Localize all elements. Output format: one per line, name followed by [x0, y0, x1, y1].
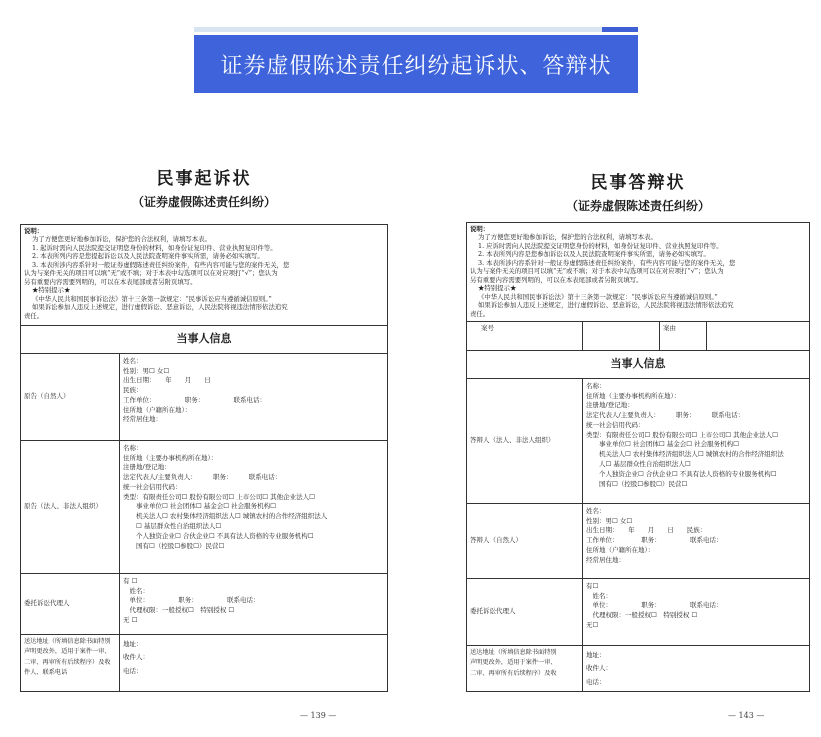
- note-line: 责任。: [24, 311, 44, 320]
- agent-fields[interactable]: [120, 573, 388, 634]
- note-line: 2. 本表所列内容是您提起诉讼以及人民法院查明案件事实所需，请务必如实填写。: [32, 252, 264, 261]
- complaint-form-page: [20, 160, 388, 730]
- answer-title: 民事答辩状: [590, 173, 686, 193]
- employer-field[interactable]: 工作单位： 职务： 联系电话：: [586, 536, 723, 545]
- ownership-options[interactable]: 国有☐（控股☐参股☐）民营☐: [586, 479, 688, 488]
- plaintiff-org-label: 原告（法人、非法人组织）: [21, 440, 120, 573]
- org-type-options[interactable]: 机关法人☐ 农村集体经济组织法人☐ 城镇农村的合作经济组织法: [586, 450, 784, 459]
- address-field[interactable]: 地址：: [123, 639, 143, 648]
- note-line: 认为与案件无关的项目可以填“无”或不填；对于本表中勾选项可以在对应项打“√”；您认为: [24, 269, 278, 278]
- banner-strip-accent: [602, 27, 638, 32]
- defendant-org-fields[interactable]: [583, 378, 810, 503]
- org-address-field[interactable]: 住所地（主要办事机构所在地）：: [123, 453, 218, 462]
- instructions-box: [21, 225, 388, 326]
- answer-subtitle: （证券虚假陈述责任纠纷）: [565, 199, 710, 213]
- org-type-options[interactable]: 类型：有限责任公司☐ 股份有限公司☐ 上市公司☐ 其他企业法人☐: [586, 430, 779, 439]
- agent-authority-options[interactable]: 代理权限：一般授权☐ 特别授权 ☐: [586, 611, 698, 620]
- cause-input[interactable]: [707, 322, 810, 351]
- defendant-org-label: 答辩人（法人、非法人组织）: [467, 378, 583, 503]
- ownership-options[interactable]: 国有☐（控股☐参股☐）民营☐: [123, 541, 225, 550]
- instructions-box: [467, 223, 810, 322]
- banner-title: 证券虚假陈述责任纠纷起诉状、答辩状: [194, 35, 638, 93]
- note-line: 认为与案件无关的项目可以填“无”或不填；对于本表中勾选项可以在对应项打“√”；您认为: [470, 267, 724, 276]
- name-field[interactable]: 姓名：: [586, 506, 606, 515]
- defendant-person-fields[interactable]: [583, 503, 810, 578]
- service-label-line: 二审、再审所有后续程序）及收: [24, 658, 111, 666]
- note-line: 2. 本表所列内容是您参加诉讼以及人民法院查明案件事实所需，请务必如实填写。: [478, 250, 710, 259]
- agent-fields[interactable]: [583, 578, 810, 645]
- service-address-label: [21, 634, 120, 691]
- service-label-line: 声明更改外，适用于案件一审、: [24, 648, 111, 656]
- employer-field[interactable]: 工作单位： 职务： 联系电话：: [123, 395, 266, 404]
- note-line: 3. 本表所涉内容系针对一般证券虚假陈述责任纠纷案件，有些内容可能与您的案件无关，您: [32, 260, 290, 269]
- cause-label: 案由: [660, 322, 707, 351]
- service-address-fields[interactable]: [583, 645, 810, 691]
- plaintiff-org-fields[interactable]: [120, 440, 388, 573]
- complaint-table: [20, 224, 388, 692]
- note-line: 为了方便您更好地参加诉讼，保护您的合法权利，请填写本表。: [478, 233, 657, 242]
- credit-code-field[interactable]: 统一社会信用代码：: [123, 482, 182, 491]
- service-label-line: 送达地址（所填信息除书面特别: [470, 648, 557, 656]
- note-line: 《中华人民共和国民事诉讼法》第十三条第一款规定：“民事诉讼应当遵循诚信原则。”: [478, 292, 718, 301]
- notes-heading: 说明：: [470, 225, 490, 233]
- service-label-line: 件人、联系电话: [24, 669, 68, 677]
- gender-field[interactable]: 性别：男☐ 女☐: [123, 366, 170, 375]
- phone-field[interactable]: 电话：: [123, 666, 143, 675]
- note-line: 为了方便您更好地参加诉讼，保护您的合法权利，请填写本表。: [32, 235, 211, 244]
- agent-name-field[interactable]: 姓名：: [123, 586, 149, 595]
- org-type-options[interactable]: 人☐ 基层群众性自治组织法人☐: [586, 459, 691, 468]
- party-info-heading: 当事人信息: [21, 326, 388, 354]
- note-line: 如果诉讼参加人违反上述规定，进行虚假诉讼、恶意诉讼，人民法院将视违法情形依法追究: [32, 303, 288, 312]
- agent-label: 委托诉讼代理人: [467, 578, 583, 645]
- org-type-options[interactable]: ☐ 基层群众性自治组织法人☐: [123, 521, 222, 530]
- agent-unit-field[interactable]: 单位： 职务： 联系电话：: [123, 596, 260, 605]
- org-type-options[interactable]: 个人独资企业☐ 合伙企业☐ 不具有法人资格的专业服务机构☐: [586, 469, 777, 478]
- org-type-options[interactable]: 类型：有限责任公司☐ 股份有限公司☐ 上市公司☐ 其他企业法人☐: [123, 492, 316, 501]
- page-number: — 143 —: [728, 711, 765, 720]
- domicile-field[interactable]: 住所地（户籍所在地）：: [586, 545, 655, 554]
- page-number: — 139 —: [300, 711, 337, 720]
- credit-code-field[interactable]: 统一社会信用代码：: [586, 420, 645, 429]
- address-field[interactable]: 地址：: [586, 650, 606, 659]
- gender-field[interactable]: 性别：男☐ 女☐: [586, 516, 633, 525]
- org-address-field[interactable]: 住所地（主要办事机构所在地）：: [586, 391, 681, 400]
- agent-authority-options[interactable]: 代理权限：一般授权☐ 特别授权 ☐: [123, 606, 235, 615]
- party-info-heading: 当事人信息: [467, 351, 810, 379]
- birthdate-field[interactable]: 出生日期： 年 月 日: [123, 376, 211, 385]
- note-line: 《中华人民共和国民事诉讼法》第十三条第一款规定：“民事诉讼应当遵循诚信原则。”: [32, 294, 272, 303]
- agent-name-field[interactable]: 姓名：: [586, 591, 612, 600]
- service-label-line: 二审、再审所有后续程序）及收: [470, 669, 557, 677]
- answer-form-page: [466, 160, 810, 730]
- defendant-person-label: 答辩人（自然人）: [467, 503, 583, 578]
- note-line: 另有重要内容需要列明的，可以在本表尾部或者另附页填写。: [470, 275, 643, 284]
- birthdate-field[interactable]: 出生日期： 年 月 日 民族：: [586, 526, 707, 535]
- agent-yes-checkbox[interactable]: 有☐: [586, 581, 599, 590]
- note-line: 1. 应诉时需向人民法院提交证明您身份的材料，如身份证复印件、营业执照复印件等。: [478, 241, 723, 250]
- ethnicity-field[interactable]: 民族：: [123, 386, 143, 395]
- agent-no-checkbox[interactable]: 无☐: [586, 620, 599, 629]
- case-number-input[interactable]: [583, 322, 660, 351]
- service-address-fields[interactable]: [120, 634, 388, 691]
- recipient-field[interactable]: 收件人：: [123, 653, 149, 662]
- org-type-options[interactable]: 事业单位☐ 社会团体☐ 基金会☐ 社会服务机构☐: [586, 440, 740, 449]
- complaint-subtitle: （证券虚假陈述责任纠纷）: [131, 195, 276, 209]
- service-address-label: [467, 645, 583, 691]
- recipient-field[interactable]: 收件人：: [586, 664, 612, 673]
- agent-no-checkbox[interactable]: 无 ☐: [123, 615, 138, 624]
- plaintiff-person-fields[interactable]: [120, 353, 388, 440]
- service-label-line: 声明更改外，适用于案件一审、: [470, 659, 557, 667]
- org-type-options[interactable]: 事业单位☐ 社会团体☐ 基金会☐ 社会服务机构☐: [123, 502, 277, 511]
- agent-yes-checkbox[interactable]: 有 ☐: [123, 576, 138, 585]
- case-number-label: 案号: [467, 322, 583, 351]
- note-line: 另有重要内容需要列明的，可以在本表尾部或者另附页填写。: [24, 277, 197, 286]
- complaint-title: 民事起诉状: [156, 169, 252, 189]
- service-label-line: 送达地址（所填信息除书面特别: [24, 637, 111, 645]
- legal-rep-field[interactable]: 法定代表人/主要负责人： 职务： 联系电话：: [123, 473, 282, 482]
- registration-field[interactable]: 注册地/登记地：: [123, 463, 171, 472]
- note-line: 1. 起诉时需向人民法院提交证明您身份的材料，如身份证复印件、营业执照复印件等。: [32, 243, 277, 252]
- note-line: 3. 本表所涉内容系针对一般证券虚假陈述责任纠纷案件，有些内容可能与您的案件无关，您: [478, 258, 736, 267]
- name-field[interactable]: 姓名：: [123, 356, 143, 365]
- registration-field[interactable]: 注册地/登记地：: [586, 401, 634, 410]
- legal-rep-field[interactable]: 法定代表人/主要负责人： 职务： 联系电话：: [586, 411, 745, 420]
- residence-field[interactable]: 经常居住地：: [123, 415, 162, 424]
- note-line: 责任。: [470, 309, 490, 318]
- answer-table: [466, 222, 810, 692]
- special-notice-heading: ★特别提示★: [32, 286, 71, 295]
- org-name-field[interactable]: 名称：: [586, 381, 606, 390]
- agent-label: 委托诉讼代理人: [21, 573, 120, 634]
- plaintiff-person-label: 原告（自然人）: [21, 353, 120, 440]
- org-name-field[interactable]: 名称：: [123, 443, 143, 452]
- notes-heading: 说明：: [24, 227, 44, 235]
- note-line: 如果诉讼参加人违反上述规定，进行虚假诉讼、恶意诉讼，人民法院将视违法情形依法追究: [478, 301, 734, 310]
- header-banner: [194, 27, 638, 93]
- org-type-options[interactable]: 机关法人☐ 农村集体经济组织法人☐ 城镇农村的合作经济组织法人: [123, 512, 328, 521]
- banner-top-strip: [194, 27, 638, 32]
- special-notice-heading: ★特别提示★: [478, 284, 517, 293]
- domicile-field[interactable]: 住所地（户籍所在地）：: [123, 405, 192, 414]
- residence-field[interactable]: 经常居住地：: [586, 555, 625, 564]
- agent-unit-field[interactable]: 单位： 职务： 联系电话：: [586, 601, 723, 610]
- org-type-options[interactable]: 个人独资企业☐ 合伙企业☐ 不具有法人资格的专业服务机构☐: [123, 531, 314, 540]
- phone-field[interactable]: 电话：: [586, 677, 606, 686]
